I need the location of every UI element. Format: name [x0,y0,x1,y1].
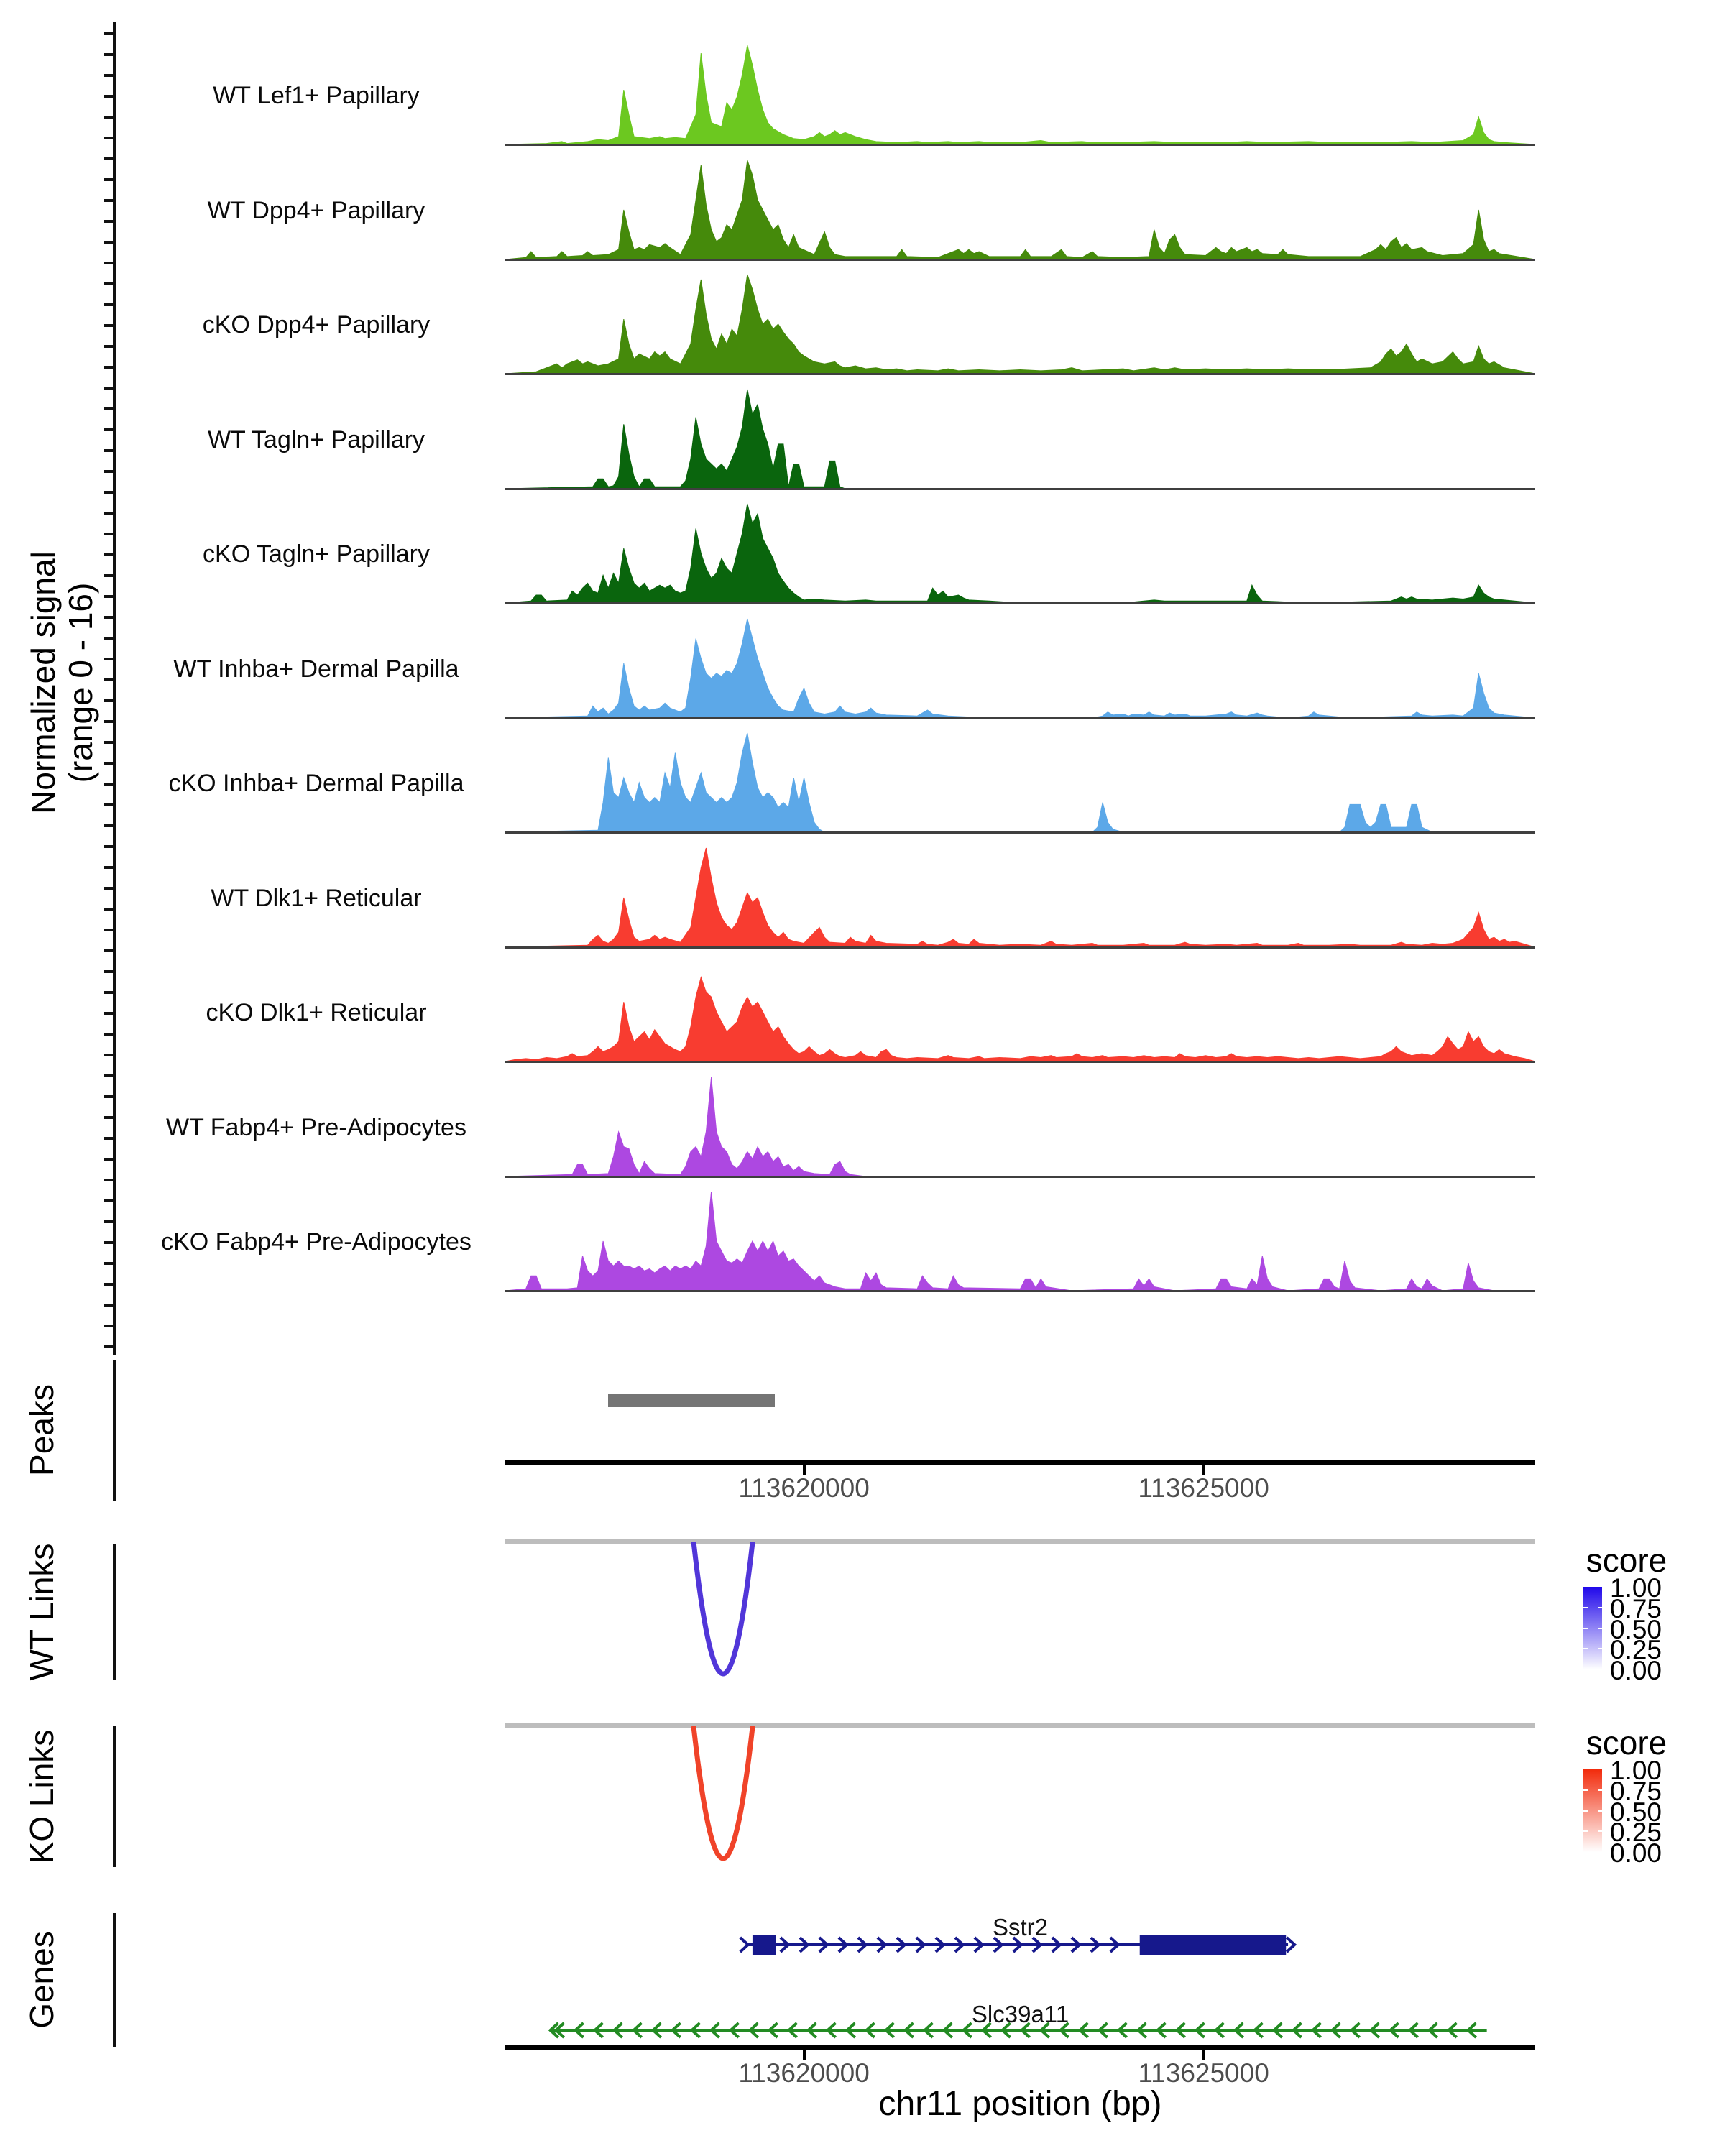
y-axis-tick [104,407,114,410]
genes-section-label: Genes [23,1931,60,2029]
y-axis-tick [104,1012,114,1015]
y-axis-tick [104,282,114,285]
track-baseline [505,373,1535,375]
ko-links-section-label: KO Links [23,1729,60,1864]
signal-track-area [505,44,1535,145]
legend-tick [1583,1648,1588,1649]
y-axis-tick [104,970,114,973]
y-axis-tick [104,658,114,660]
y-axis-tick [104,866,114,869]
peaks-section-label: Peaks [23,1384,60,1476]
y-axis-tick [104,137,114,139]
y-axis-tick [104,1054,114,1056]
y-axis-tick [104,241,114,244]
y-axis-tick [104,845,114,848]
y-axis-tick [104,1345,114,1348]
signal-track-area [505,732,1535,833]
y-axis-tick [104,116,114,119]
track-baseline [505,488,1535,490]
wt-links-section-label: WT Links [23,1543,60,1681]
score-legend-title: score [1586,1724,1668,1761]
section-axis-line [113,1726,116,1867]
signal-track-area [505,961,1535,1062]
signal-track-area [505,847,1535,948]
section-axis-line [113,1360,116,1501]
legend-tick [1583,1789,1588,1791]
y-axis-tick [104,1325,114,1327]
signal-track-area [505,1190,1535,1291]
y-axis-tick [104,949,114,952]
y-axis-tick [104,574,114,577]
y-axis-tick [104,1116,114,1119]
y-axis-tick [104,345,114,348]
y-axis-tick [104,678,114,681]
links-arc-area [505,1542,1535,1685]
genome-axis-tick-label: 113625000 [1138,1473,1269,1503]
links-arc-area [505,1726,1535,1870]
y-axis-tick [104,1095,114,1098]
y-axis-tick [104,512,114,515]
y-axis-tick [104,1283,114,1286]
score-legend-value: 0.00 [1610,1656,1662,1685]
legend-tick [1598,1628,1602,1629]
score-legend-value: 0.75 [1610,1776,1662,1806]
y-axis-tick [104,929,114,931]
section-axis-line [113,1544,116,1680]
track-baseline [505,259,1535,261]
y-axis-tick [104,1241,114,1244]
track-baseline [505,946,1535,949]
y-axis-tick [104,762,114,765]
legend-tick [1583,1810,1588,1812]
legend-tick [1598,1607,1602,1608]
score-legend-value: 1.00 [1610,1573,1662,1603]
y-axis-tick [104,637,114,640]
y-axis-tick [104,908,114,911]
y-axis-tick [104,991,114,994]
y-axis-title-line2: (range 0 - 16) [62,582,99,783]
track-baseline [505,717,1535,719]
score-legend-value: 0.50 [1610,1797,1662,1827]
y-axis-tick [104,366,114,369]
section-axis-line [113,1913,116,2047]
y-axis-tick [104,428,114,431]
y-axis-tick [104,74,114,77]
peak-region-bar [608,1394,775,1407]
track-label: cKO Dlk1+ Reticular [206,999,427,1026]
y-axis-tick [104,1137,114,1140]
y-axis-tick [104,157,114,160]
y-axis-tick [104,803,114,806]
y-axis-tick [104,1158,114,1161]
y-axis-tick [104,887,114,890]
x-axis-title: chr11 position (bp) [878,2085,1162,2123]
track-label: WT Dpp4+ Papillary [207,196,426,224]
y-axis-tick [104,491,114,494]
track-baseline [505,602,1535,604]
track-label: cKO Tagln+ Papillary [203,540,430,568]
legend-tick [1583,1607,1588,1608]
track-label: WT Dlk1+ Reticular [211,884,422,912]
y-axis-tick [104,387,114,390]
score-legend-title: score [1586,1542,1668,1579]
score-legend-value: 0.50 [1610,1614,1662,1644]
y-axis-tick [104,1199,114,1202]
signal-track-area [505,1076,1535,1177]
score-legend-value: 1.00 [1610,1756,1662,1785]
legend-tick [1598,1789,1602,1791]
legend-tick [1598,1810,1602,1812]
y-axis-tick [104,32,114,35]
gene-name-label: Slc39a11 [971,2001,1070,2027]
signal-track-area [505,273,1535,374]
track-label: WT Inhba+ Dermal Papilla [173,655,459,683]
y-axis-tick [104,53,114,56]
y-axis-tick [104,199,114,202]
score-legend-value: 0.75 [1610,1593,1662,1623]
genome-axis-tick-label: 113625000 [1138,2058,1269,2088]
signal-track-area [505,617,1535,719]
y-axis-tick [104,262,114,264]
y-axis-tick [104,1262,114,1265]
track-label: WT Fabp4+ Pre-Adipocytes [166,1113,466,1141]
track-baseline [505,1176,1535,1178]
track-label: cKO Fabp4+ Pre-Adipocytes [161,1228,472,1256]
score-legend-value: 0.25 [1610,1818,1662,1848]
track-baseline [505,144,1535,146]
y-axis-title [24,496,99,870]
track-baseline [505,1290,1535,1292]
y-axis-tick [104,449,114,452]
track-baseline [505,1061,1535,1063]
score-legend-value: 0.25 [1610,1635,1662,1665]
genome-axis-line [505,1460,1535,1465]
y-axis-title-line1: Normalized signal [24,551,62,814]
signal-track-area [505,388,1535,489]
y-axis-tick [104,533,114,535]
track-label: WT Tagln+ Papillary [207,425,426,453]
y-axis-tick [104,1179,114,1181]
genome-axis-tick-label: 113620000 [738,1473,870,1503]
track-label: cKO Dpp4+ Papillary [202,311,431,338]
signal-track-area [505,159,1535,260]
y-axis-tick [104,470,114,473]
gene-name-label: Sstr2 [992,1914,1049,1940]
legend-tick [1598,1830,1602,1832]
legend-tick [1583,1830,1588,1832]
signal-track-area [505,502,1535,604]
y-axis-tick [104,595,114,598]
y-axis-tick [104,741,114,744]
y-axis-tick [104,616,114,619]
y-axis-tick [104,1074,114,1077]
y-axis-tick [104,553,114,556]
y-axis-tick [104,824,114,827]
score-legend-value: 0.00 [1610,1838,1662,1868]
y-axis-tick [104,1220,114,1223]
y-axis-tick [104,178,114,181]
y-axis-tick [104,220,114,223]
y-axis-tick [104,1033,114,1036]
y-axis-tick [104,720,114,723]
y-axis-tick [104,699,114,702]
track-baseline [505,831,1535,834]
y-axis-tick [104,95,114,98]
y-axis-tick [104,783,114,786]
y-axis-tick [104,1304,114,1307]
y-axis-tick [104,303,114,306]
track-label: WT Lef1+ Papillary [213,82,420,109]
legend-tick [1583,1628,1588,1629]
y-axis-tick [104,324,114,327]
track-label: cKO Inhba+ Dermal Papilla [168,770,464,797]
genome-axis-tick-label: 113620000 [738,2058,870,2088]
legend-tick [1598,1648,1602,1649]
